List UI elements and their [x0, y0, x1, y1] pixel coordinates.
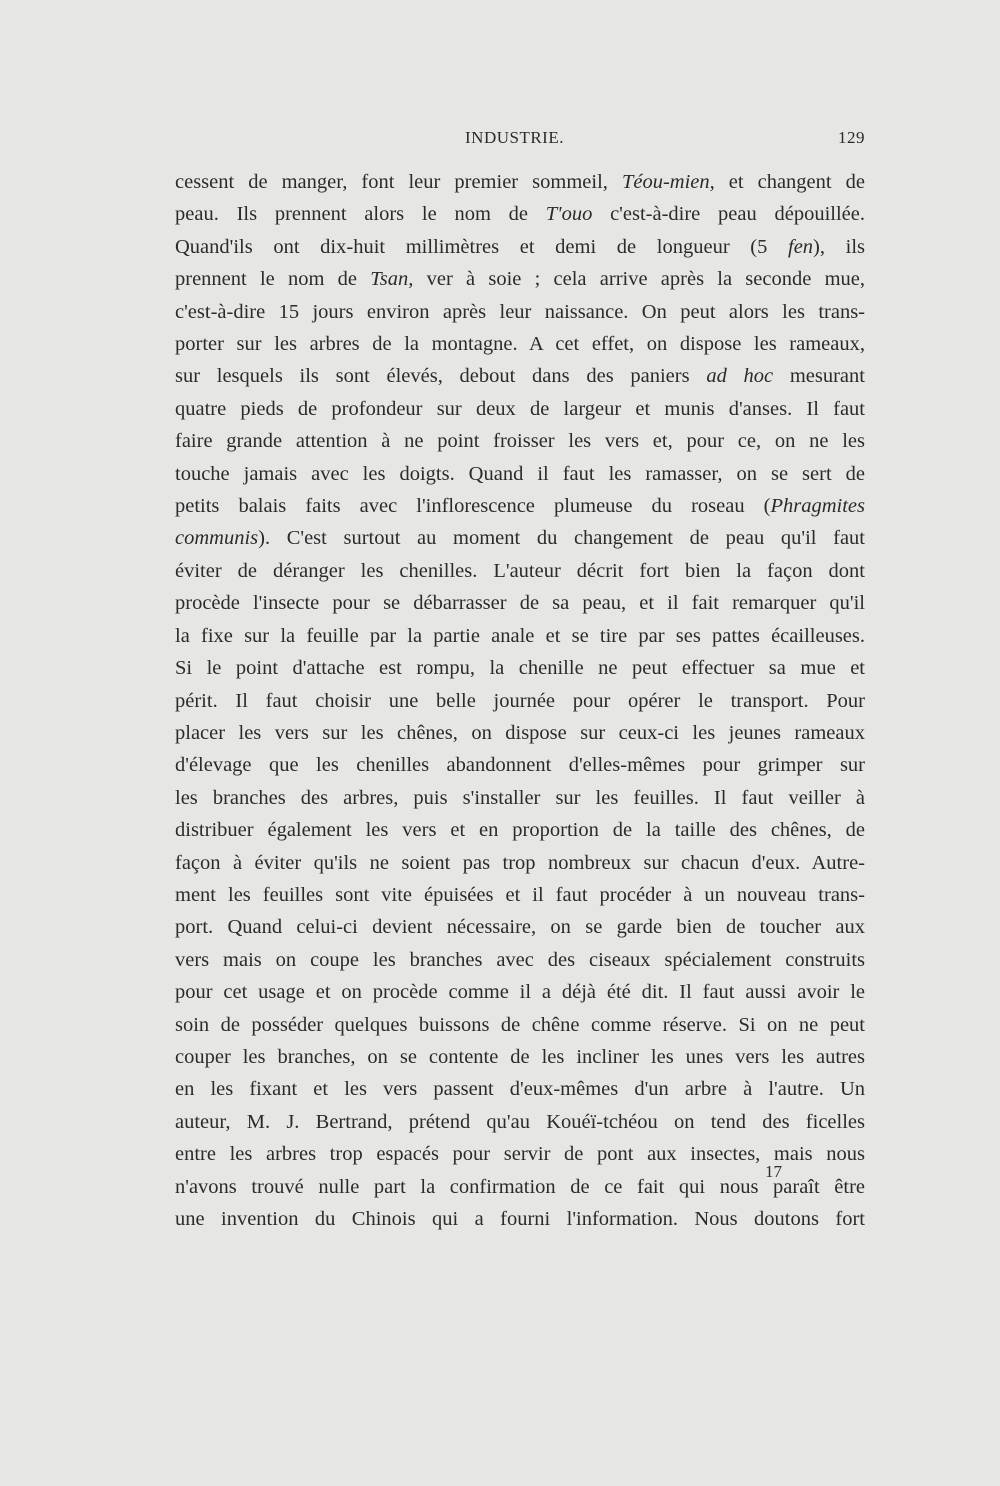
running-head	[175, 128, 865, 152]
text-line	[175, 782, 865, 814]
text-line	[175, 911, 865, 943]
text-line	[175, 425, 865, 457]
text-run: c'est-à-dire 15 jours environ après leur naissance. On peut alors les trans-	[175, 300, 865, 323]
text-run: la fixe sur la feuille par la partie anale et se tire par ses pattes écailleuses.	[175, 624, 865, 647]
text-run: ), ils	[813, 235, 866, 258]
text-run: touche jamais avec les doigts. Quand il faut les ramasser, on se sert de	[175, 462, 865, 485]
italic-term: ad hoc	[706, 365, 774, 388]
text-run: quatre pieds de profondeur sur deux de largeur et munis d'anses. Il faut	[175, 397, 865, 420]
text-line	[175, 976, 865, 1008]
text-run: porter sur les arbres de la montagne. A cet effet, on dispose les rameaux,	[175, 333, 865, 356]
page-number: 129	[838, 128, 865, 147]
text-line	[175, 1041, 865, 1073]
text-run: ver à soie ; cela arrive après la seconde mue,	[413, 268, 865, 291]
text-run: prennent le nom de	[175, 268, 371, 291]
text-line	[175, 620, 865, 652]
text-line	[175, 587, 865, 619]
text-run: et changent de	[714, 171, 865, 193]
text-line	[175, 555, 865, 587]
text-line	[175, 879, 865, 911]
text-line	[175, 360, 865, 392]
italic-term: Tsan,	[370, 268, 414, 291]
text-run: soin de posséder quelques buissons de chêne comme réserve. Si on ne peut	[175, 1013, 865, 1036]
text-run: périt. Il faut choisir une belle journée pour opérer le transport. Pour	[175, 689, 865, 712]
text-run: façon à éviter qu'ils ne soient pas trop nombreux sur chacun d'eux. Autre-	[175, 851, 865, 874]
text-line	[175, 944, 865, 976]
text-run: ment les feuilles sont vite épuisées et il faut procéder à un nouveau trans-	[175, 883, 865, 906]
text-line	[175, 1138, 865, 1170]
text-run: éviter de déranger les chenilles. L'auteur décrit fort bien la façon dont	[175, 559, 865, 582]
italic-term: T'ouo	[545, 203, 593, 226]
text-line	[175, 263, 865, 295]
signature-mark: 17	[765, 1162, 782, 1181]
text-line	[175, 166, 865, 198]
running-head-title: INDUSTRIE.	[465, 128, 564, 147]
text-line	[175, 847, 865, 879]
italic-term: fen	[788, 235, 814, 258]
text-line	[175, 458, 865, 490]
text-line	[175, 685, 865, 717]
text-run: petits balais faits avec l'inflorescence plumeuse du roseau (	[175, 495, 771, 518]
text-line	[175, 814, 865, 846]
text-line	[175, 231, 865, 263]
text-run: n'avons trouvé nulle part la confirmation de ce fait qui nous paraît être	[175, 1175, 865, 1198]
text-run: les branches des arbres, puis s'installer sur les feuilles. Il faut veiller à	[175, 786, 865, 809]
text-line	[175, 1073, 865, 1105]
text-line	[175, 490, 865, 522]
text-run: placer les vers sur les chênes, on dispose sur ceux-ci les jeunes rameaux	[175, 721, 865, 744]
text-run: ). C'est surtout au moment du changement de peau qu'il faut	[258, 527, 865, 550]
text-run: d'élevage que les chenilles abandonnent d'elles-mêmes pour grimper sur	[175, 754, 865, 777]
text-line	[175, 522, 865, 554]
text-run: procède l'insecte pour se débarrasser de sa peau, et il fait remarquer qu'il	[175, 592, 865, 615]
text-run: une invention du Chinois qui a fourni l'information. Nous doutons fort	[175, 1208, 865, 1230]
text-run: Quand'ils ont dix-huit millimètres et demi de longueur (5	[175, 235, 788, 258]
text-run: c'est-à-dire peau dépouillée.	[592, 203, 865, 226]
body-paragraph	[175, 166, 865, 1235]
text-line	[175, 1171, 865, 1203]
text-line	[175, 749, 865, 781]
text-run: distribuer également les vers et en proportion de la taille des chênes, de	[175, 819, 865, 842]
text-run: peau. Ils prennent alors le nom de	[175, 203, 546, 226]
text-run: mesurant	[773, 365, 865, 388]
text-line	[175, 393, 865, 425]
text-line	[175, 198, 865, 230]
text-run: Si le point d'attache est rompu, la chenille ne peut effectuer sa mue et	[175, 657, 865, 680]
italic-term: communis	[175, 527, 259, 550]
text-run: sur lesquels ils sont élevés, debout dans des paniers	[175, 365, 707, 388]
text-line	[175, 1009, 865, 1041]
text-run: auteur, M. J. Bertrand, prétend qu'au Kouéï-tchéou on tend des ficelles	[175, 1110, 865, 1133]
text-run: cessent de manger, font leur premier sommeil,	[175, 171, 622, 193]
text-run: couper les branches, on se contente de les incliner les unes vers les autres	[175, 1045, 865, 1068]
text-run: faire grande attention à ne point froisser les vers et, pour ce, on ne les	[175, 430, 865, 453]
text-line	[175, 1106, 865, 1138]
text-line	[175, 652, 865, 684]
text-line	[175, 296, 865, 328]
text-line	[175, 328, 865, 360]
italic-term: Phragmites	[770, 495, 865, 518]
text-run: en les fixant et les vers passent d'eux-mêmes d'un arbre à l'autre. Un	[175, 1078, 865, 1101]
text-run: vers mais on coupe les branches avec des ciseaux spécialement construits	[175, 948, 865, 971]
text-line	[175, 1203, 865, 1235]
italic-term: Téou-mien,	[621, 171, 715, 193]
text-run: entre les arbres trop espacés pour servir de pont aux insectes, mais nous	[175, 1143, 865, 1166]
text-run: port. Quand celui-ci devient nécessaire, on se garde bien de toucher aux	[175, 916, 865, 939]
text-run: pour cet usage et on procède comme il a déjà été dit. Il faut aussi avoir le	[175, 981, 865, 1004]
text-line	[175, 717, 865, 749]
